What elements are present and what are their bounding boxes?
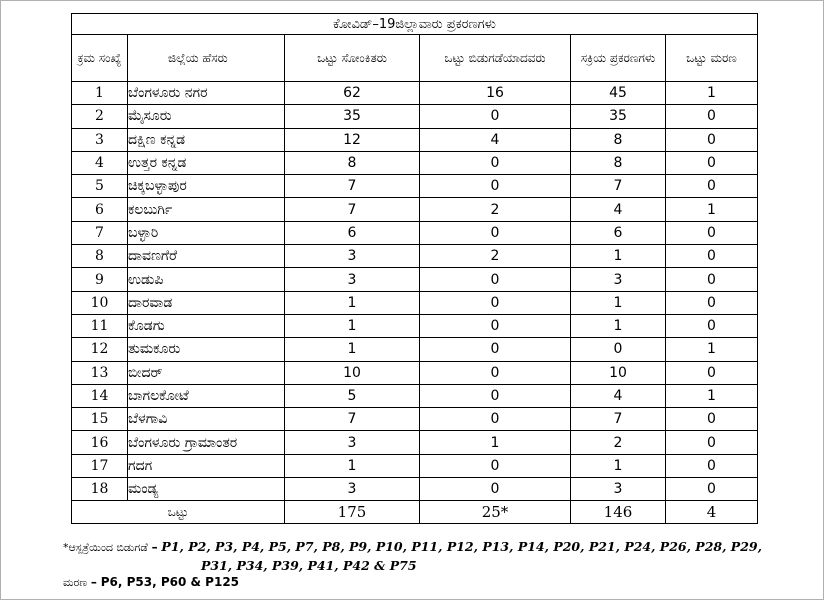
- serial-number-cell: 2: [72, 105, 128, 128]
- serial-number-cell: 17: [72, 454, 128, 477]
- active-count-cell: 35: [571, 105, 666, 128]
- serial-number-cell: 14: [72, 384, 128, 407]
- infected-count-cell: 3: [285, 431, 420, 454]
- active-count-cell: 1: [571, 314, 666, 337]
- infected-count-cell: 8: [285, 151, 420, 174]
- infected-count-cell: 3: [285, 478, 420, 501]
- discharged-count-cell: 0: [420, 105, 571, 128]
- active-count-cell: 8: [571, 128, 666, 151]
- active-count-cell: 7: [571, 175, 666, 198]
- discharged-count-cell: 0: [420, 408, 571, 431]
- table-row: [72, 198, 758, 221]
- district-name-cell: ಬೆಂಗಳೂರು ಗ್ರಾಮಾಂತರ: [128, 431, 285, 454]
- discharged-count-cell: 2: [420, 198, 571, 221]
- serial-number-cell: 11: [72, 314, 128, 337]
- serial-number-cell: 10: [72, 291, 128, 314]
- header-total-infected: ಒಟ್ಟು ಸೋಂಕಿತರು: [285, 35, 420, 82]
- death-count-cell: 0: [666, 268, 758, 291]
- serial-number-cell: 8: [72, 245, 128, 268]
- district-name-cell: ಉತ್ತರ ಕನ್ನಡ: [128, 151, 285, 174]
- serial-number-cell: 9: [72, 268, 128, 291]
- discharged-count-cell: 0: [420, 151, 571, 174]
- infected-count-cell: 35: [285, 105, 420, 128]
- district-name-cell: ಕಲಬುರ್ಗಿ: [128, 198, 285, 221]
- serial-number-cell: 5: [72, 175, 128, 198]
- death-count-cell: 0: [666, 478, 758, 501]
- discharged-note-label: *ಆಸ್ಪತ್ರೆಯಿಂದ ಬಿಡುಗಡೆ: [63, 541, 148, 554]
- death-count-cell: 0: [666, 314, 758, 337]
- active-count-cell: 2: [571, 431, 666, 454]
- serial-number-cell: 16: [72, 431, 128, 454]
- discharged-note-dash: –: [151, 540, 158, 554]
- total-discharged: 25*: [420, 501, 571, 524]
- infected-count-cell: 5: [285, 384, 420, 407]
- table-row: [72, 338, 758, 361]
- discharged-count-cell: 0: [420, 291, 571, 314]
- infected-count-cell: 3: [285, 245, 420, 268]
- discharged-count-cell: 16: [420, 82, 571, 105]
- district-name-cell: ಬಾಗಲಕೋಟೆ: [128, 384, 285, 407]
- table-row: [72, 384, 758, 407]
- active-count-cell: 4: [571, 198, 666, 221]
- district-name-cell: ಬೀದರ್: [128, 361, 285, 384]
- active-count-cell: 1: [571, 245, 666, 268]
- serial-number-cell: 4: [72, 151, 128, 174]
- active-count-cell: 1: [571, 454, 666, 477]
- discharged-patient-ids-line-1: P1, P2, P3, P4, P5, P7, P8, P9, P10, P11, P12, P13, P14, P20, P21, P24, P26, P28, P29,: [161, 539, 762, 554]
- district-name-cell: ದಾವಣಗೆರೆ: [128, 245, 285, 268]
- table-row: [72, 291, 758, 314]
- table-row: [72, 454, 758, 477]
- district-name-cell: ದಾರವಾಡ: [128, 291, 285, 314]
- total-infected: 175: [285, 501, 420, 524]
- death-note-line: [63, 575, 239, 590]
- table-row: [72, 314, 758, 337]
- discharged-count-cell: 1: [420, 431, 571, 454]
- death-count-cell: 0: [666, 221, 758, 244]
- discharged-count-cell: 0: [420, 384, 571, 407]
- death-count-cell: 0: [666, 245, 758, 268]
- discharged-note-line-2: [201, 558, 417, 573]
- discharged-count-cell: 2: [420, 245, 571, 268]
- death-count-cell: 1: [666, 384, 758, 407]
- table-row: [72, 431, 758, 454]
- infected-count-cell: 1: [285, 338, 420, 361]
- active-count-cell: 10: [571, 361, 666, 384]
- discharged-count-cell: 0: [420, 221, 571, 244]
- table-row: [72, 82, 758, 105]
- death-count-cell: 0: [666, 128, 758, 151]
- district-name-cell: ಮಂಡ್ಯ: [128, 478, 285, 501]
- table-row: [72, 478, 758, 501]
- infected-count-cell: 1: [285, 454, 420, 477]
- infected-count-cell: 7: [285, 198, 420, 221]
- death-count-cell: 0: [666, 175, 758, 198]
- death-count-cell: 0: [666, 408, 758, 431]
- infected-count-cell: 7: [285, 408, 420, 431]
- serial-number-cell: 18: [72, 478, 128, 501]
- serial-number-cell: 15: [72, 408, 128, 431]
- district-name-cell: ಕೊಡಗು: [128, 314, 285, 337]
- active-count-cell: 45: [571, 82, 666, 105]
- active-count-cell: 3: [571, 268, 666, 291]
- infected-count-cell: 1: [285, 291, 420, 314]
- discharged-count-cell: 0: [420, 361, 571, 384]
- table-row: [72, 245, 758, 268]
- active-count-cell: 7: [571, 408, 666, 431]
- active-count-cell: 4: [571, 384, 666, 407]
- table-row: [72, 268, 758, 291]
- header-serial-number: ಕ್ರಮ ಸಂಖ್ಯೆ: [72, 35, 128, 82]
- discharged-note-line-1: [63, 539, 762, 555]
- district-name-cell: ಬಳ್ಳಾರಿ: [128, 221, 285, 244]
- district-name-cell: ಗದಗ: [128, 454, 285, 477]
- table-row: [72, 128, 758, 151]
- total-active: 146: [571, 501, 666, 524]
- death-count-cell: 0: [666, 454, 758, 477]
- district-name-cell: ಬೆಂಗಳೂರು ನಗರ: [128, 82, 285, 105]
- total-deaths: 4: [666, 501, 758, 524]
- active-count-cell: 8: [571, 151, 666, 174]
- death-patient-ids: P6, P53, P60 & P125: [100, 575, 240, 589]
- discharged-patient-ids-line-2: P31, P34, P39, P41, P42 & P75: [201, 558, 417, 573]
- header-district-name: ಜಿಲ್ಲೆಯ ಹೆಸರು: [128, 35, 285, 82]
- death-count-cell: 0: [666, 291, 758, 314]
- death-count-cell: 0: [666, 105, 758, 128]
- district-name-cell: ದಕ್ಷಿಣ ಕನ್ನಡ: [128, 128, 285, 151]
- infected-count-cell: 3: [285, 268, 420, 291]
- active-count-cell: 1: [571, 291, 666, 314]
- district-cases-table: [71, 13, 758, 524]
- discharged-count-cell: 0: [420, 175, 571, 198]
- death-note-label: ಮರಣ: [63, 576, 88, 589]
- active-count-cell: 6: [571, 221, 666, 244]
- death-count-cell: 0: [666, 361, 758, 384]
- death-count-cell: 1: [666, 198, 758, 221]
- header-total-discharged: ಒಟ್ಟು ಬಿಡುಗಡೆಯಾದವರು: [420, 35, 571, 82]
- serial-number-cell: 7: [72, 221, 128, 244]
- serial-number-cell: 3: [72, 128, 128, 151]
- table-row: [72, 151, 758, 174]
- infected-count-cell: 10: [285, 361, 420, 384]
- district-name-cell: ಉಡುಪಿ: [128, 268, 285, 291]
- discharged-count-cell: 0: [420, 454, 571, 477]
- table-row: [72, 175, 758, 198]
- district-name-cell: ತುಮಕೂರು: [128, 338, 285, 361]
- infected-count-cell: 62: [285, 82, 420, 105]
- table-row: [72, 361, 758, 384]
- active-count-cell: 0: [571, 338, 666, 361]
- infected-count-cell: 12: [285, 128, 420, 151]
- infected-count-cell: 6: [285, 221, 420, 244]
- serial-number-cell: 13: [72, 361, 128, 384]
- table-row: [72, 105, 758, 128]
- table-header-row: [72, 35, 758, 82]
- discharged-count-cell: 0: [420, 314, 571, 337]
- table-title: ಕೋವಿಡ್–19ಜಿಲ್ಲಾವಾರು ಪ್ರಕರಣಗಳು: [72, 14, 758, 35]
- discharged-count-cell: 0: [420, 478, 571, 501]
- table-total-row: [72, 501, 758, 524]
- header-active-cases: ಸಕ್ರಿಯ ಪ್ರಕರಣಗಳು: [571, 35, 666, 82]
- death-note-dash: –: [90, 575, 97, 589]
- active-count-cell: 3: [571, 478, 666, 501]
- serial-number-cell: 1: [72, 82, 128, 105]
- death-count-cell: 1: [666, 82, 758, 105]
- discharged-count-cell: 0: [420, 338, 571, 361]
- discharged-count-cell: 0: [420, 268, 571, 291]
- district-name-cell: ಚಿಕ್ಕಬಳ್ಳಾಪುರ: [128, 175, 285, 198]
- serial-number-cell: 6: [72, 198, 128, 221]
- total-label: ಒಟ್ಟು: [72, 501, 285, 524]
- discharged-count-cell: 4: [420, 128, 571, 151]
- death-count-cell: 0: [666, 151, 758, 174]
- death-count-cell: 0: [666, 431, 758, 454]
- serial-number-cell: 12: [72, 338, 128, 361]
- table-row: [72, 221, 758, 244]
- infected-count-cell: 7: [285, 175, 420, 198]
- district-name-cell: ಮೈಸೂರು: [128, 105, 285, 128]
- district-name-cell: ಬೆಳಗಾವಿ: [128, 408, 285, 431]
- death-count-cell: 1: [666, 338, 758, 361]
- header-total-deaths: ಒಟ್ಟು ಮರಣ: [666, 35, 758, 82]
- table-row: [72, 408, 758, 431]
- infected-count-cell: 1: [285, 314, 420, 337]
